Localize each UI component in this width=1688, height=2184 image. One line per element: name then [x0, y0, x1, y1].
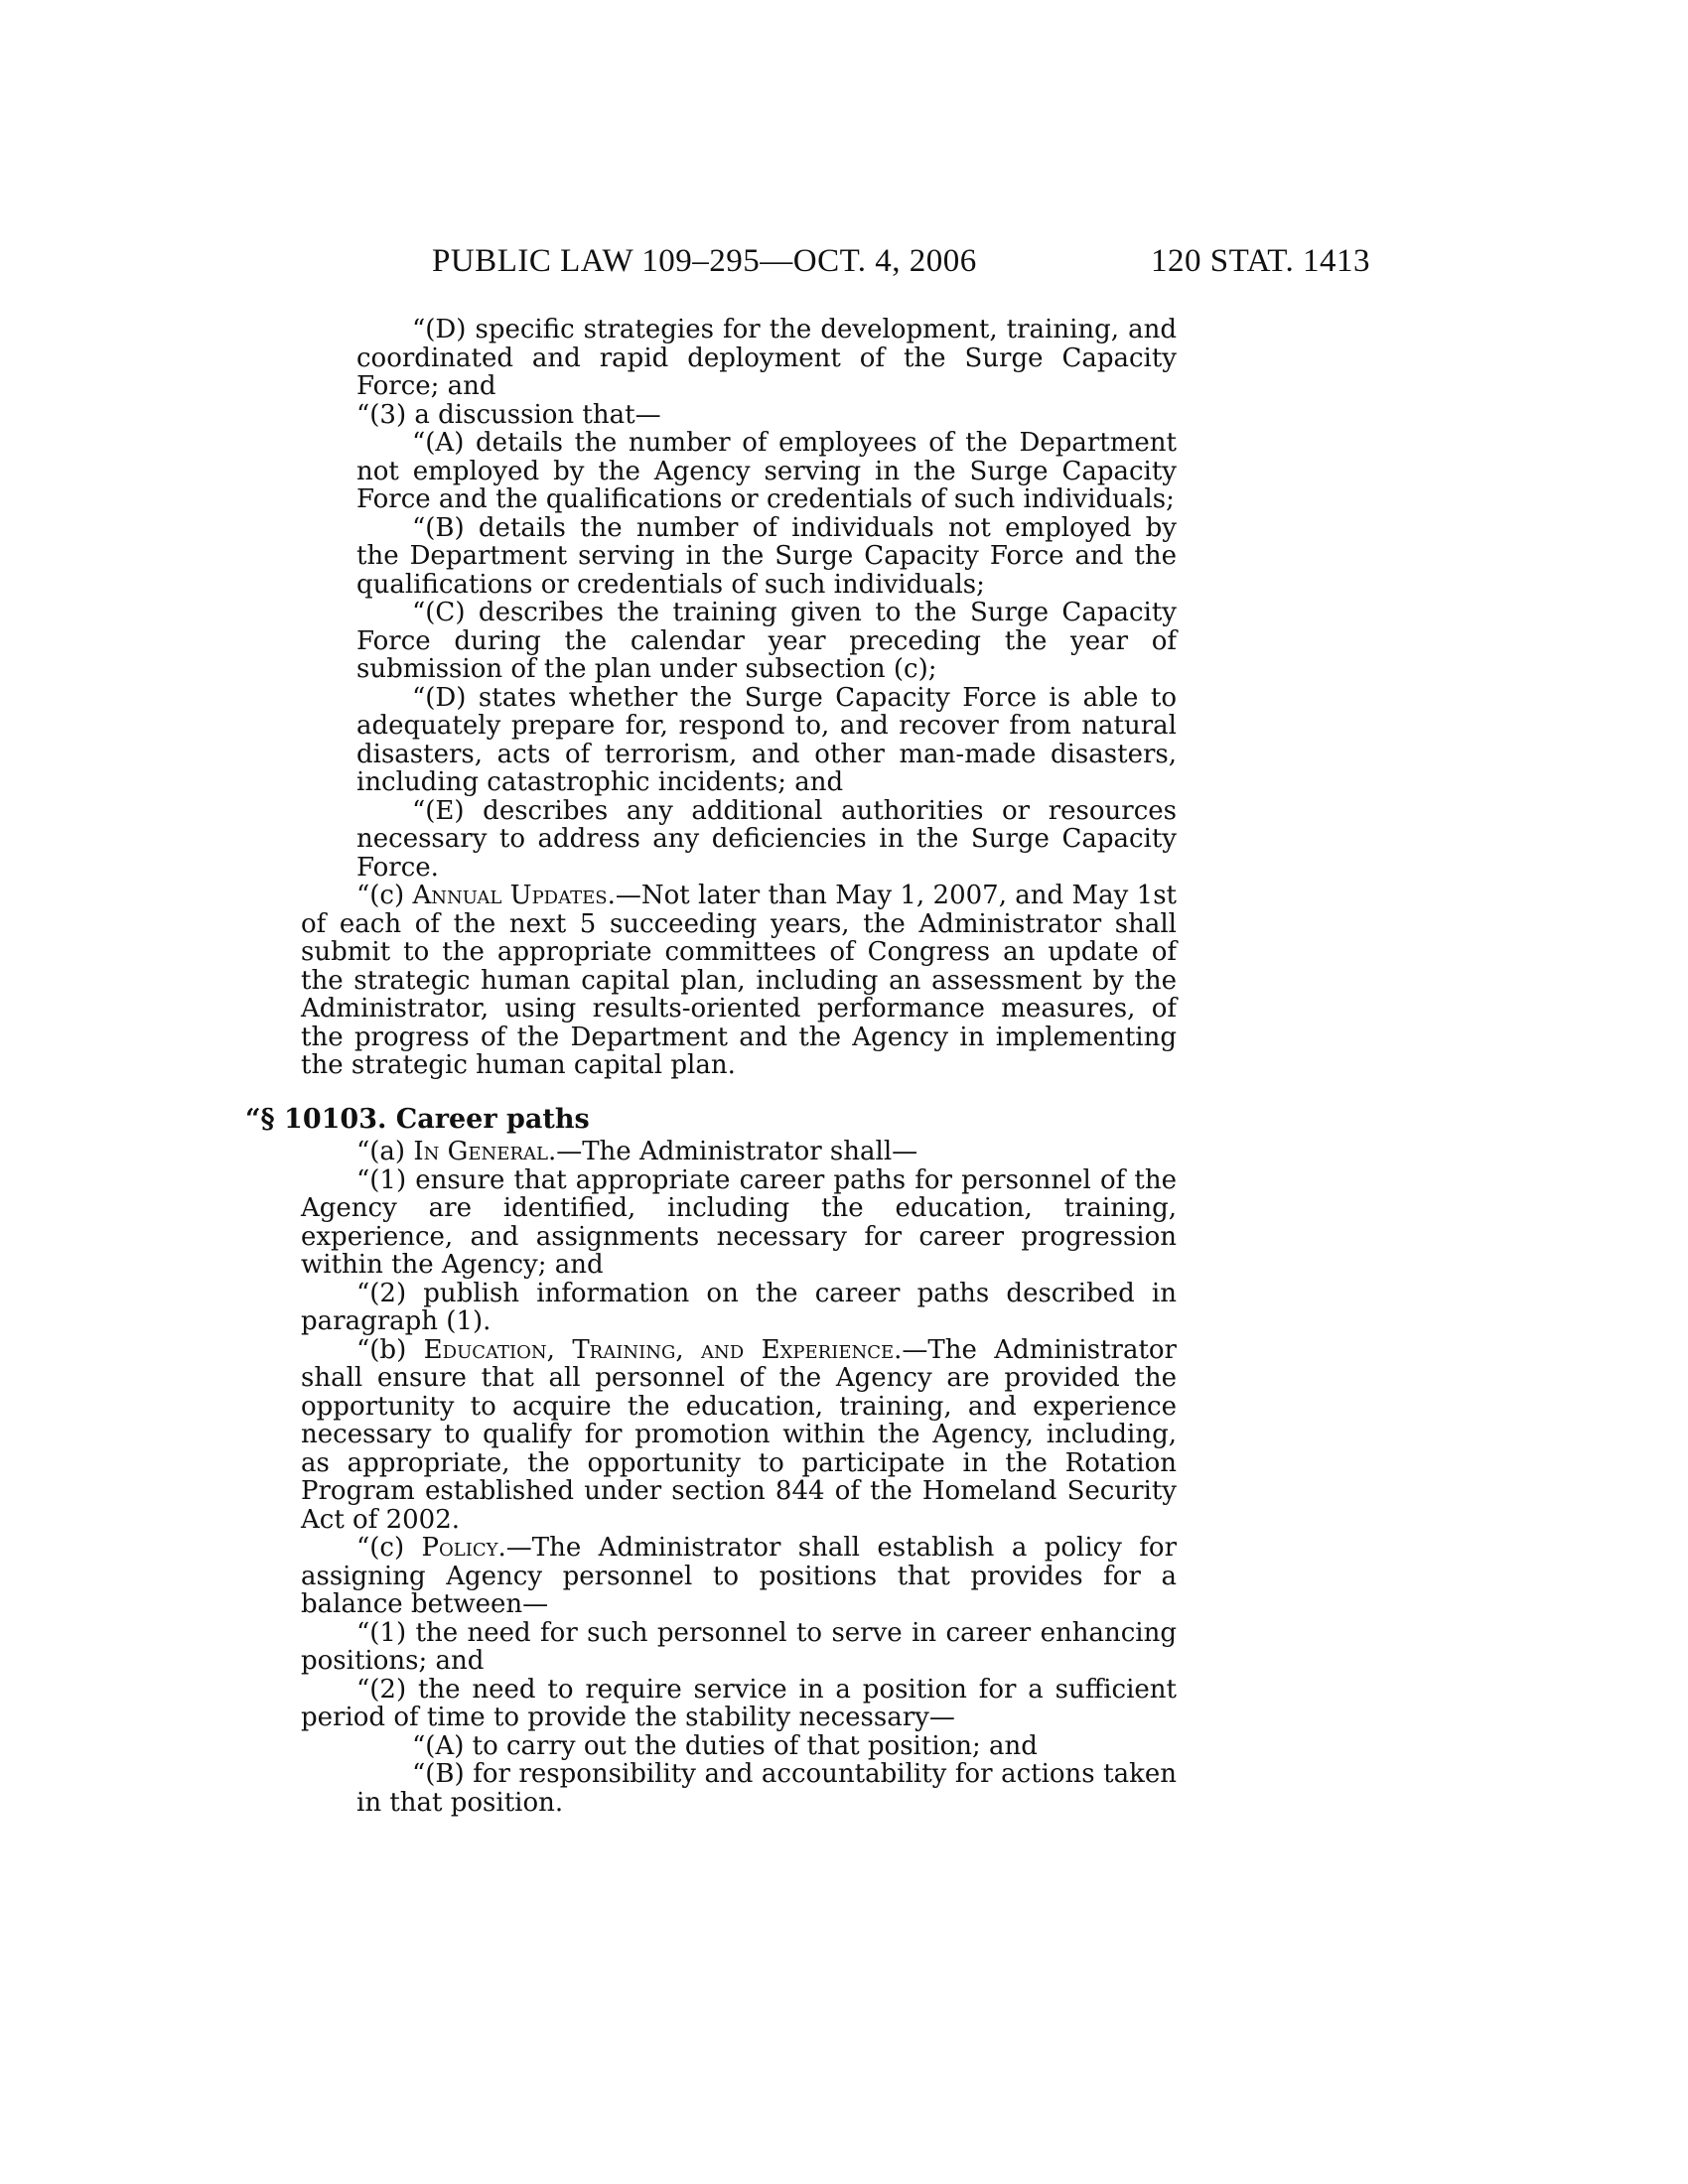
subsection-b-education — [245, 1336, 1177, 1535]
page-body — [245, 315, 1178, 1818]
subsection-caption: Education, Training, and Experience — [423, 1334, 895, 1365]
paragraph-b-responsibility: “(B) for responsibility and accountability for actions taken in that position. — [356, 1759, 1177, 1818]
subsection-prefix: “(b) — [356, 1334, 424, 1365]
paragraph-a-duties: “(A) to carry out the duties of that position; and — [412, 1730, 1038, 1761]
running-header-title: PUBLIC LAW 109–295—OCT. 4, 2006 — [432, 243, 977, 279]
subsection-prefix: “(c) — [356, 1533, 422, 1563]
running-header-stat: 120 STAT. 1413 — [1150, 243, 1370, 279]
section-heading: “§ 10103. Career paths — [245, 1103, 590, 1135]
subsection-c-policy — [245, 1534, 1177, 1619]
subsection-text: .—The Administrator shall establish a policy for assigning Agency personnel to positions that provides for a balance between— — [301, 1533, 1178, 1619]
subsection-text: .—Not later than May 1, 2007, and May 1st of each of the next 5 succeeding years, the Administrator shall submit to the appropriate committees of Congress an update of the strategic human capital plan, including an assessment by the Administrator, using results-oriented performance measures, of the progress of the Department and the Agency in implementing the strategic human capital plan. — [301, 881, 1177, 1080]
subsection-text: .—The Administrator shall— — [547, 1137, 918, 1166]
paragraph-e-authorities: “(E) describes any additional authorities or resources necessary to address any deficiencies in the Surge Capacity Force. — [356, 795, 1177, 883]
subsection-c-annual-updates — [245, 882, 1177, 1080]
paragraph-3-discussion: “(3) a discussion that— — [356, 399, 661, 430]
paragraph-d-adequacy: “(D) states whether the Surge Capacity Force is able to adequately prepare for, respond to, and recover from natural disasters, acts of terrorism, and other man-made disasters, including catastrophic incidents; and — [356, 682, 1177, 797]
subsection-caption: Annual Updates — [412, 881, 608, 910]
paragraph-2-publish: “(2) publish information on the career paths described in paragraph (1). — [301, 1278, 1177, 1336]
paragraph-c-training: “(C) describes the training given to the Surge Capacity Force during the calendar year preceding the year of submission of the plan under subsection (c); — [356, 598, 1177, 684]
paragraph-1-career-paths: “(1) ensure that appropriate career paths for personnel of the Agency are identified, including the education, training, experience, and assignments necessary for career progression within the Agency; and — [301, 1164, 1177, 1280]
paragraph-1-need-serve: “(1) the need for such personnel to serve in career enhancing positions; and — [301, 1617, 1177, 1676]
subsection-prefix: “(a) — [356, 1137, 414, 1166]
subsection-prefix: “(c) — [356, 881, 413, 910]
paragraph-2-need-require: “(2) the need to require service in a position for a sufficient period of time to provide the stability necessary— — [301, 1674, 1177, 1732]
paragraph-d-strategies: “(D) specific strategies for the development, training, and coordinated and rapid deployment of the Surge Capacity Force; and — [356, 315, 1177, 401]
paragraph-b-individuals: “(B) details the number of individuals not employed by the Department serving in the Surge Capacity Force and the qualifications or credentials of such individuals; — [356, 512, 1177, 600]
subsection-text: .—The Administrator shall ensure that all personnel of the Agency are provided the opportunity to acquire the education, training, and experience necessary to qualify for promotion within the Agency, including, as appropriate, the opportunity to participate in the Rotation Program established under section 844 of the Homeland Security Act of 2002. — [301, 1334, 1177, 1535]
subsection-caption: Policy — [421, 1533, 498, 1563]
subsection-caption: In General — [413, 1137, 548, 1166]
paragraph-a-employees: “(A) details the number of employees of the Department not employed by the Agency serving in the Surge Capacity Force and the qualifications or credentials of such individuals; — [356, 428, 1177, 514]
subsection-a-in-general — [245, 1138, 1177, 1166]
